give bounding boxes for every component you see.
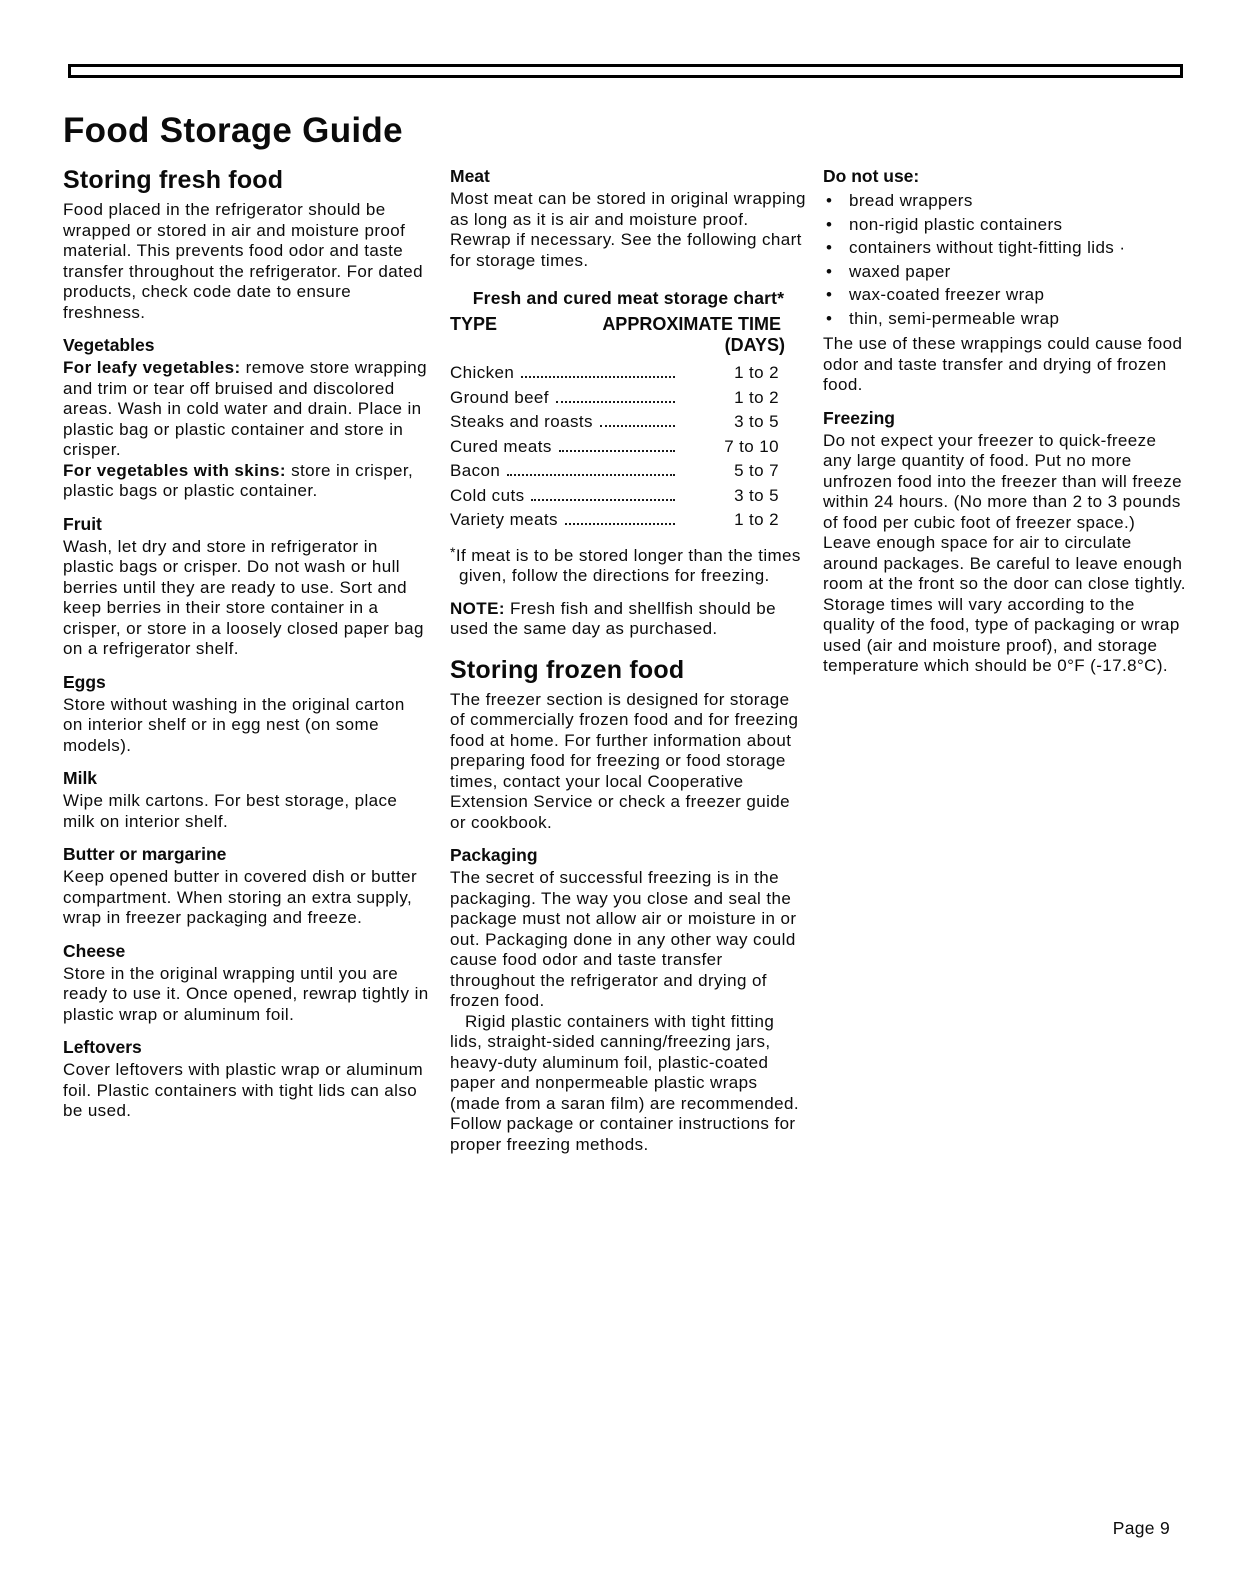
leader-dots [559,450,675,452]
bullet-icon: • [826,191,833,210]
table-row [450,484,807,509]
subheading-do-not-use: Do not use: [823,166,920,186]
meat-chart-title: Fresh and cured meat storage chart* [472,288,785,308]
column-do-not-use-freezing [823,112,1187,1155]
table-row [450,386,807,411]
list-item-text: bread wrappers [849,191,973,210]
do-not-use-outro: The use of these wrappings could cause food odor and taste transfer and drying of frozen food. [823,334,1183,394]
footnote-text: If meat is to be stored longer than the times given, follow the directions for freezing. [455,545,801,585]
subheading-eggs: Eggs [63,671,106,692]
row-days: 7 to 10 [724,436,779,456]
skin-vegetables-text: store in crisper, plastic bags or plastic container. [63,460,414,500]
list-item [823,189,1187,213]
subheading-fruit: Fruit [63,513,102,534]
row-type: Chicken [450,363,515,382]
subheading-vegetables: Vegetables [63,335,155,355]
cheese-paragraph: Store in the original wrapping until you are ready to use it. Once opened, rewrap tightly in plastic wrap or aluminum foil. [63,963,429,1024]
leader-dots [531,499,675,501]
leader-dots [507,474,675,476]
row-type: Cured meats [450,436,552,456]
do-not-use-list [823,189,1187,330]
column-fresh-food [63,112,429,1155]
leader-dots [556,401,675,403]
subheading-meat: Meat [450,166,490,186]
row-type: Variety meats [450,510,558,529]
table-row [450,508,807,533]
packaging-paragraph-2: Rigid plastic containers with tight fitting lids, straight-sided canning/freezing jars, heavy-duty aluminum foil, plastic-coated paper and nonpermeable plastic wraps (made from a saran film) are recommended. Follow package or container instructions for proper freezing methods. [450,1011,799,1154]
meat-chart-rows [450,361,807,533]
leader-dots [565,523,675,525]
page-title: Food Storage Guide [63,111,403,150]
meat-chart-col-time: APPROXIMATE TIME [602,314,781,334]
table-row [450,459,807,484]
footnote-asterisk: * [450,543,456,560]
subheading-freezing: Freezing [823,407,895,428]
butter-paragraph: Keep opened butter in covered dish or butter compartment. When storing an extra supply, wrap in freezer packaging and freeze. [63,867,418,927]
row-type: Ground beef [450,387,549,407]
freezing-paragraph: Do not expect your freezer to quick-freeze any large quantity of food. Put no more unfrozen food into the freezer than will freeze within 24 hours. (No more than 2 to 3 pounds of food per cubic foot of freezer space.) Leave enough space for air to circulate around packages. Be careful to leave enough room at the front so the door can close tightly. Storage times will vary according to the quality of the food, type of packaging or wrap used (air and moisture proof), and storage temperature which should be 0°F (-17.8°C). [823,430,1186,675]
row-days: 3 to 5 [734,412,779,431]
fresh-food-intro: Food placed in the refrigerator should be wrapped or stored in air and moisture proof material. This prevents food odor and taste transfer throughout the refrigerator. For dated products, check code date to ensure freshness. [63,200,423,322]
subheading-cheese: Cheese [63,940,126,961]
meat-storage-chart [450,288,807,587]
row-days: 3 to 5 [734,485,779,505]
skin-vegetables-label: For vegetables with skins: [63,460,286,480]
bullet-icon: • [826,214,833,234]
bullet-icon: • [826,308,833,328]
list-item-text: wax-coated freezer wrap [849,285,1045,304]
list-item [823,260,1187,284]
row-type: Bacon [450,461,501,480]
list-item [823,213,1187,237]
subheading-butter: Butter or margarine [63,844,227,864]
list-item-text: containers without tight-fitting lids · [849,238,1126,257]
table-row [450,361,807,386]
meat-paragraph: Most meat can be stored in original wrapping as long as it is air and moisture proof. Rewrap if necessary. See the following chart for storage times. [450,189,806,270]
leader-dots [521,376,675,378]
bullet-icon: • [826,261,833,281]
leafy-vegetables-paragraph [63,358,429,461]
row-type: Steaks and roasts [450,412,593,431]
page-number: Page 9 [1112,1518,1170,1538]
row-days: 1 to 2 [734,510,779,529]
list-item [823,307,1187,331]
list-item-text: waxed paper [849,261,951,281]
frozen-food-intro: The freezer section is designed for storage of commercially frozen food and for freezing food at home. For further information about preparing food for freezing or food storage times, contact your local Cooperative Extension Service or check a freezer guide or cookbook. [450,689,799,832]
meat-chart-col-type: TYPE [450,314,498,334]
note-text: Fresh fish and shellfish should be used the same day as purchased. [450,598,776,638]
page-content [63,112,1187,1155]
leftovers-paragraph: Cover leftovers with plastic wrap or aluminum foil. Plastic containers with tight lids can also be used. [63,1060,424,1120]
meat-chart-footnote [450,542,807,587]
list-item [823,236,1187,260]
header-rule [68,64,1183,78]
meat-chart-col-days: (DAYS) [724,335,785,355]
section-heading-storing-fresh-food: Storing fresh food [63,166,284,194]
bullet-icon: • [826,238,833,257]
meat-chart-header [450,314,807,335]
section-heading-storing-frozen-food: Storing frozen food [450,655,685,684]
leafy-vegetables-label: For leafy vegetables: [63,358,241,377]
milk-paragraph: Wipe milk cartons. For best storage, place milk on interior shelf. [63,791,398,831]
packaging-paragraph-1: The secret of successful freezing is in the packaging. The way you close and seal the package must not allow air or moisture in or out. Packaging done in any other way could cause food odor and taste transfer throughout the refrigerator and drying of frozen food. [450,868,797,1010]
subheading-leftovers: Leftovers [63,1037,142,1057]
fish-note [450,599,807,640]
skin-vegetables-paragraph [63,461,429,502]
list-item-text: thin, semi-permeable wrap [849,308,1060,328]
row-days: 5 to 7 [734,461,779,480]
note-label: NOTE: [450,598,505,618]
eggs-paragraph: Store without washing in the original carton on interior shelf or in egg nest (on some models). [63,694,405,755]
subheading-milk: Milk [63,768,98,788]
row-days: 1 to 2 [734,387,779,407]
leader-dots [600,425,675,427]
leafy-vegetables-text: remove store wrapping and trim or tear off bruised and discolored areas. Wash in cold water and drain. Place in plastic bag or plastic container and store in crisper. [63,358,427,459]
row-type: Cold cuts [450,485,525,505]
subheading-packaging: Packaging [450,845,538,865]
list-item-text: non-rigid plastic containers [849,214,1063,234]
row-days: 1 to 2 [734,363,779,382]
bullet-icon: • [826,285,833,304]
list-item [823,283,1187,307]
fruit-paragraph: Wash, let dry and store in refrigerator in plastic bags or crisper. Do not wash or hull berries until they are ready to use. Sort and keep berries in their store container in a crisper, or store in a loosely closed paper bag on a refrigerator shelf. [63,536,424,658]
table-row [450,435,807,460]
table-row [450,410,807,435]
column-meat-frozen [450,112,807,1155]
